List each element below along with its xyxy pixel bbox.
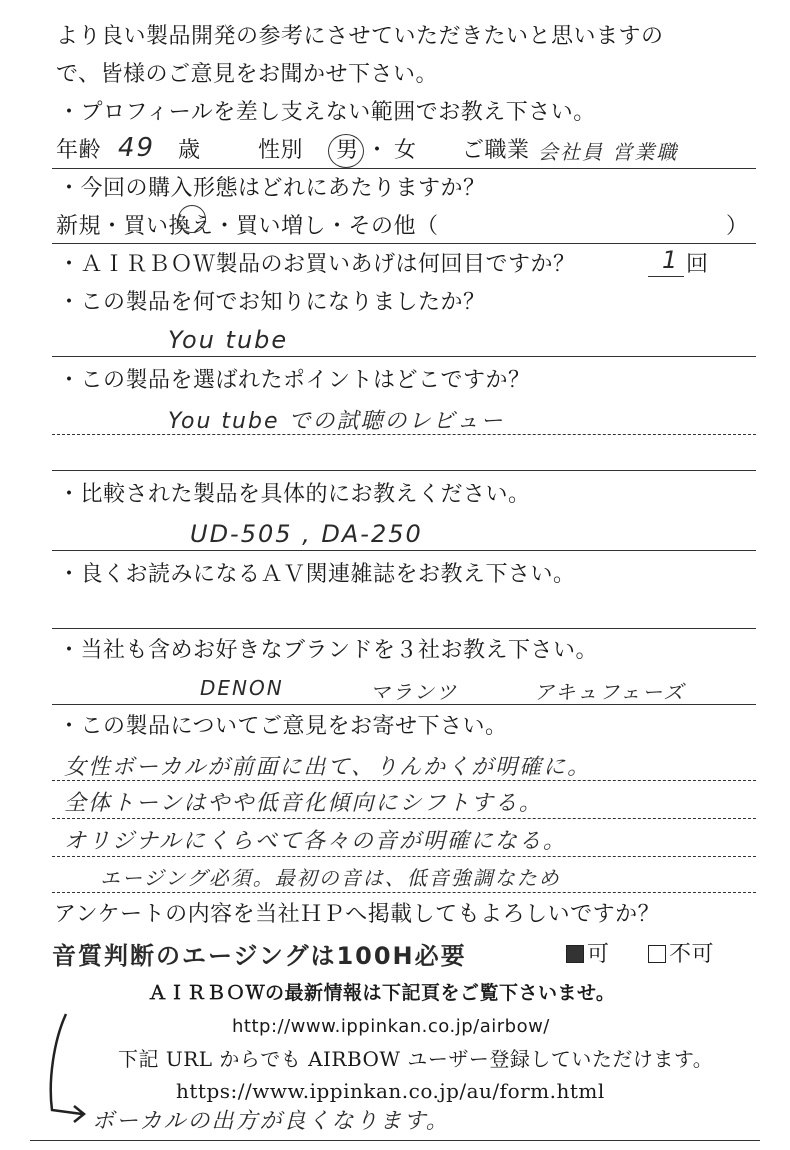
brand-answer-3: アキュフェーズ <box>534 680 686 704</box>
profile-underline <box>52 168 756 169</box>
gender-male: 男 <box>336 138 359 163</box>
footer-url-1[interactable]: http://www.ippinkan.co.jp/airbow/ <box>232 1016 550 1037</box>
age-label: 年齢 <box>56 138 102 163</box>
bottom-rule <box>30 1140 760 1141</box>
gender-separator: ・ <box>366 138 389 163</box>
purchase-count-unit: 回 <box>686 252 709 277</box>
source-underline <box>52 356 756 357</box>
reason-question: ・この製品を選ばれたポイントはどこですか？ <box>58 368 531 393</box>
aging-note-handwritten: 音質判断のエージングは100H必要 <box>52 942 467 970</box>
publish-ng-checkbox[interactable] <box>648 945 666 963</box>
reason-line-1 <box>52 434 756 435</box>
opinion-line-1: 女性ボーカルが前面に出て、りんかくが明確に。 <box>64 755 592 780</box>
opinion-line-3: オリジナルにくらべて各々の音が明確になる。 <box>64 829 567 854</box>
opinion-line-4: エージング必須。最初の音は、低音強調なため <box>100 866 561 890</box>
brands-underline <box>52 704 756 705</box>
purchase-count-handwritten: 1 <box>662 246 680 274</box>
compared-answer-handwritten: UD-505 , DA-250 <box>190 520 423 548</box>
reason-line-2 <box>52 470 756 471</box>
purchase-count-underline <box>648 276 684 277</box>
gender-circle-mark <box>328 134 364 168</box>
age-handwritten: 49 <box>118 133 156 163</box>
occupation-label: ご職業 <box>462 138 530 163</box>
profile-question: ・プロフィールを差し支えない範囲でお教え下さい。 <box>58 100 596 125</box>
publish-ok-checkbox[interactable] <box>566 945 584 963</box>
opinion-rule-1 <box>52 780 756 781</box>
compared-question: ・比較された製品を具体的にお教えください。 <box>58 482 531 507</box>
intro-line-2: で、皆様のご意見をお聞かせ下さい。 <box>56 62 439 87</box>
footer-register-text: 下記 URL からでも AIRBOW ユーザー登録していただけます。 <box>118 1047 714 1071</box>
purchase-type-close-paren: ） <box>726 214 749 239</box>
magazine-question: ・良くお読みになるＡＶ関連雑誌をお教え下さい。 <box>58 562 576 587</box>
purchase-type-question: ・今回の購入形態はどれにあたりますか？ <box>58 176 486 201</box>
source-question: ・この製品を何でお知りになりましたか？ <box>58 290 486 315</box>
age-unit: 歳 <box>178 138 201 163</box>
gender-label: 性別 <box>258 138 304 163</box>
footer-handnote: ボーカルの出方が良くなります。 <box>92 1109 450 1134</box>
brand-answer-2: マランツ <box>370 680 458 704</box>
source-answer-handwritten: You tube <box>168 326 289 354</box>
publish-ng-option[interactable] <box>648 940 714 970</box>
reason-answer-handwritten: You tube での試聴のレビュー <box>168 409 505 434</box>
publish-ok-option[interactable] <box>566 940 610 970</box>
purchase-type-options: 新規・買い換え・買い増し・その他（ <box>56 214 439 239</box>
opinion-rule-2 <box>52 818 756 819</box>
opinion-question: ・この製品についてご意見をお寄せ下さい。 <box>58 714 508 739</box>
publish-question: アンケートの内容を当社ＨＰへ掲載してもよろしいですか？ <box>54 902 661 927</box>
brand-answer-1: DENON <box>200 676 284 700</box>
gender-female: 女 <box>394 138 417 163</box>
handwritten-arrow-icon <box>38 1010 98 1130</box>
brands-question: ・当社も含めお好きなブランドを３社お教え下さい。 <box>58 638 599 663</box>
intro-line-1: より良い製品開発の参考にさせていただきたいと思いますの <box>56 24 664 49</box>
compared-underline <box>52 550 756 551</box>
opinion-rule-4 <box>52 892 756 893</box>
footer-url-2[interactable]: https://www.ippinkan.co.jp/au/form.html <box>176 1079 605 1103</box>
opinion-rule-3 <box>52 856 756 857</box>
publish-ng-label: 不可 <box>669 942 715 967</box>
magazine-underline <box>52 628 756 629</box>
publish-ok-label: 可 <box>587 942 610 967</box>
opinion-line-2: 全体トーンはやや低音化傾向にシフトする。 <box>64 791 543 816</box>
purchase-type-circle-mark <box>178 205 206 233</box>
purchase-type-underline <box>52 243 756 244</box>
occupation-handwritten: 会社員 営業職 <box>538 140 679 164</box>
purchase-count-question: ・ＡＩＲＢＯＷ製品のお買いあげは何回目ですか？ <box>58 252 576 277</box>
footer-headline: ＡＩＲＢＯＷの最新情報は下記頁をご覧下さいませ。 <box>148 982 616 1004</box>
